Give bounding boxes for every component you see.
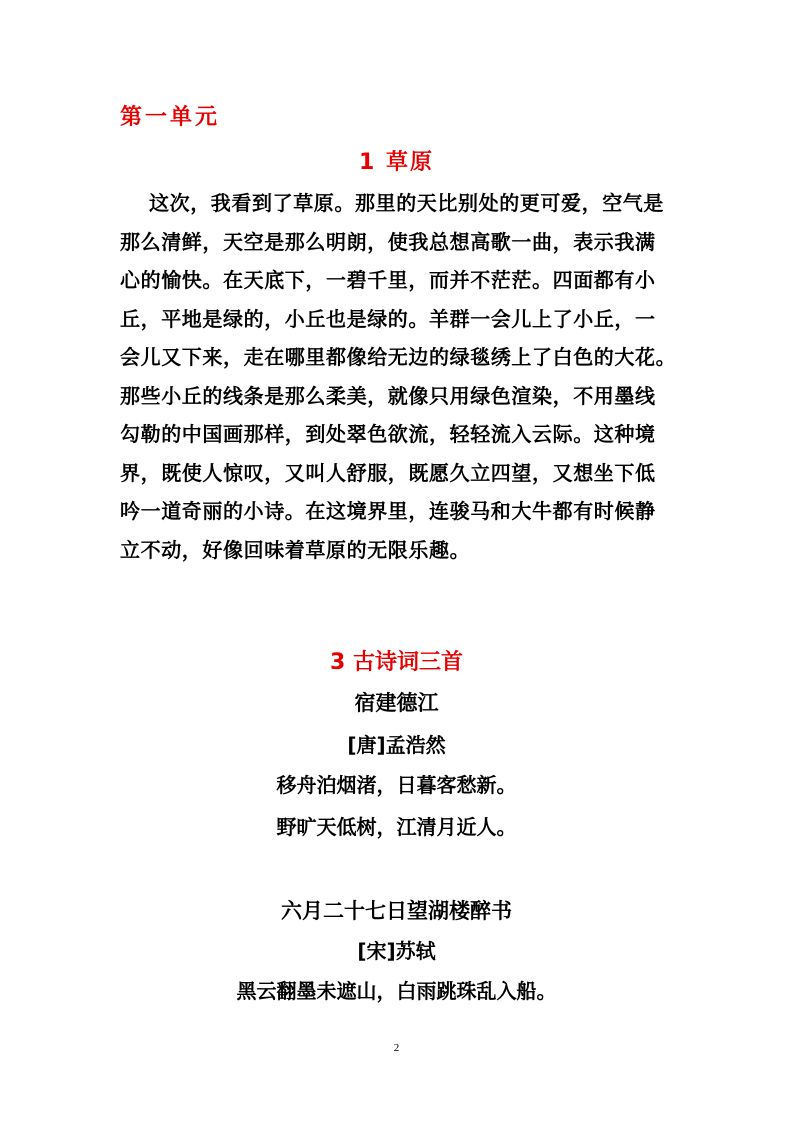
- poem-2-author: [宋]苏轼: [357, 939, 436, 963]
- poem-1-line: 野旷天低树，江清月近人。: [276, 815, 517, 839]
- text-line: 心的愉快。在天底下，一碧千里，而并不茫茫。四面都有小: [120, 268, 656, 292]
- text-line: 吟一道奇丽的小诗。在这境界里，连骏马和大牛都有时候静: [120, 499, 656, 523]
- text-line: 会儿又下来，走在哪里都像给无边的绿毯绣上了白色的大花。: [120, 345, 677, 369]
- text-line: 那些小丘的线条是那么柔美，就像只用绿色渲染，不用墨线: [120, 383, 656, 408]
- lesson-1-text: [120, 184, 680, 569]
- lesson-3-title: 3 古诗词三首: [330, 650, 463, 675]
- unit-title: 第一单元: [120, 105, 221, 130]
- poem-1-title: 宿建德江: [354, 691, 439, 715]
- text-line: 这次，我看到了草原。那里的天比别处的更可爱，空气是: [149, 191, 664, 215]
- text-line: 界，既使人惊叹，又叫人舒服，既愿久立四望，又想坐下低: [120, 460, 656, 485]
- lesson-1-title: 1 草原: [359, 150, 434, 175]
- poem-2-line: 黑云翻墨未遮山，白雨跳珠乱入船。: [236, 979, 557, 1003]
- poem-2-title: 六月二十七日望湖楼醉书: [281, 899, 512, 923]
- page-number: 2: [393, 1042, 400, 1054]
- poem-1-line: 移舟泊烟渚，日暮客愁新。: [276, 773, 517, 797]
- poem-1-author: [唐]孟浩然: [347, 733, 446, 757]
- text-line: 那么清鲜，天空是那么明朗，使我总想高歌一曲，表示我满: [120, 229, 656, 254]
- text-line: 勾勒的中国画那样，到处翠色欲流，轻轻流入云际。这种境: [120, 422, 656, 446]
- text-line: 丘，平地是绿的，小丘也是绿的。羊群一会儿上了小丘，一: [120, 306, 656, 331]
- text-line: 立不动，好像回味着草原的无限乐趣。: [120, 537, 471, 562]
